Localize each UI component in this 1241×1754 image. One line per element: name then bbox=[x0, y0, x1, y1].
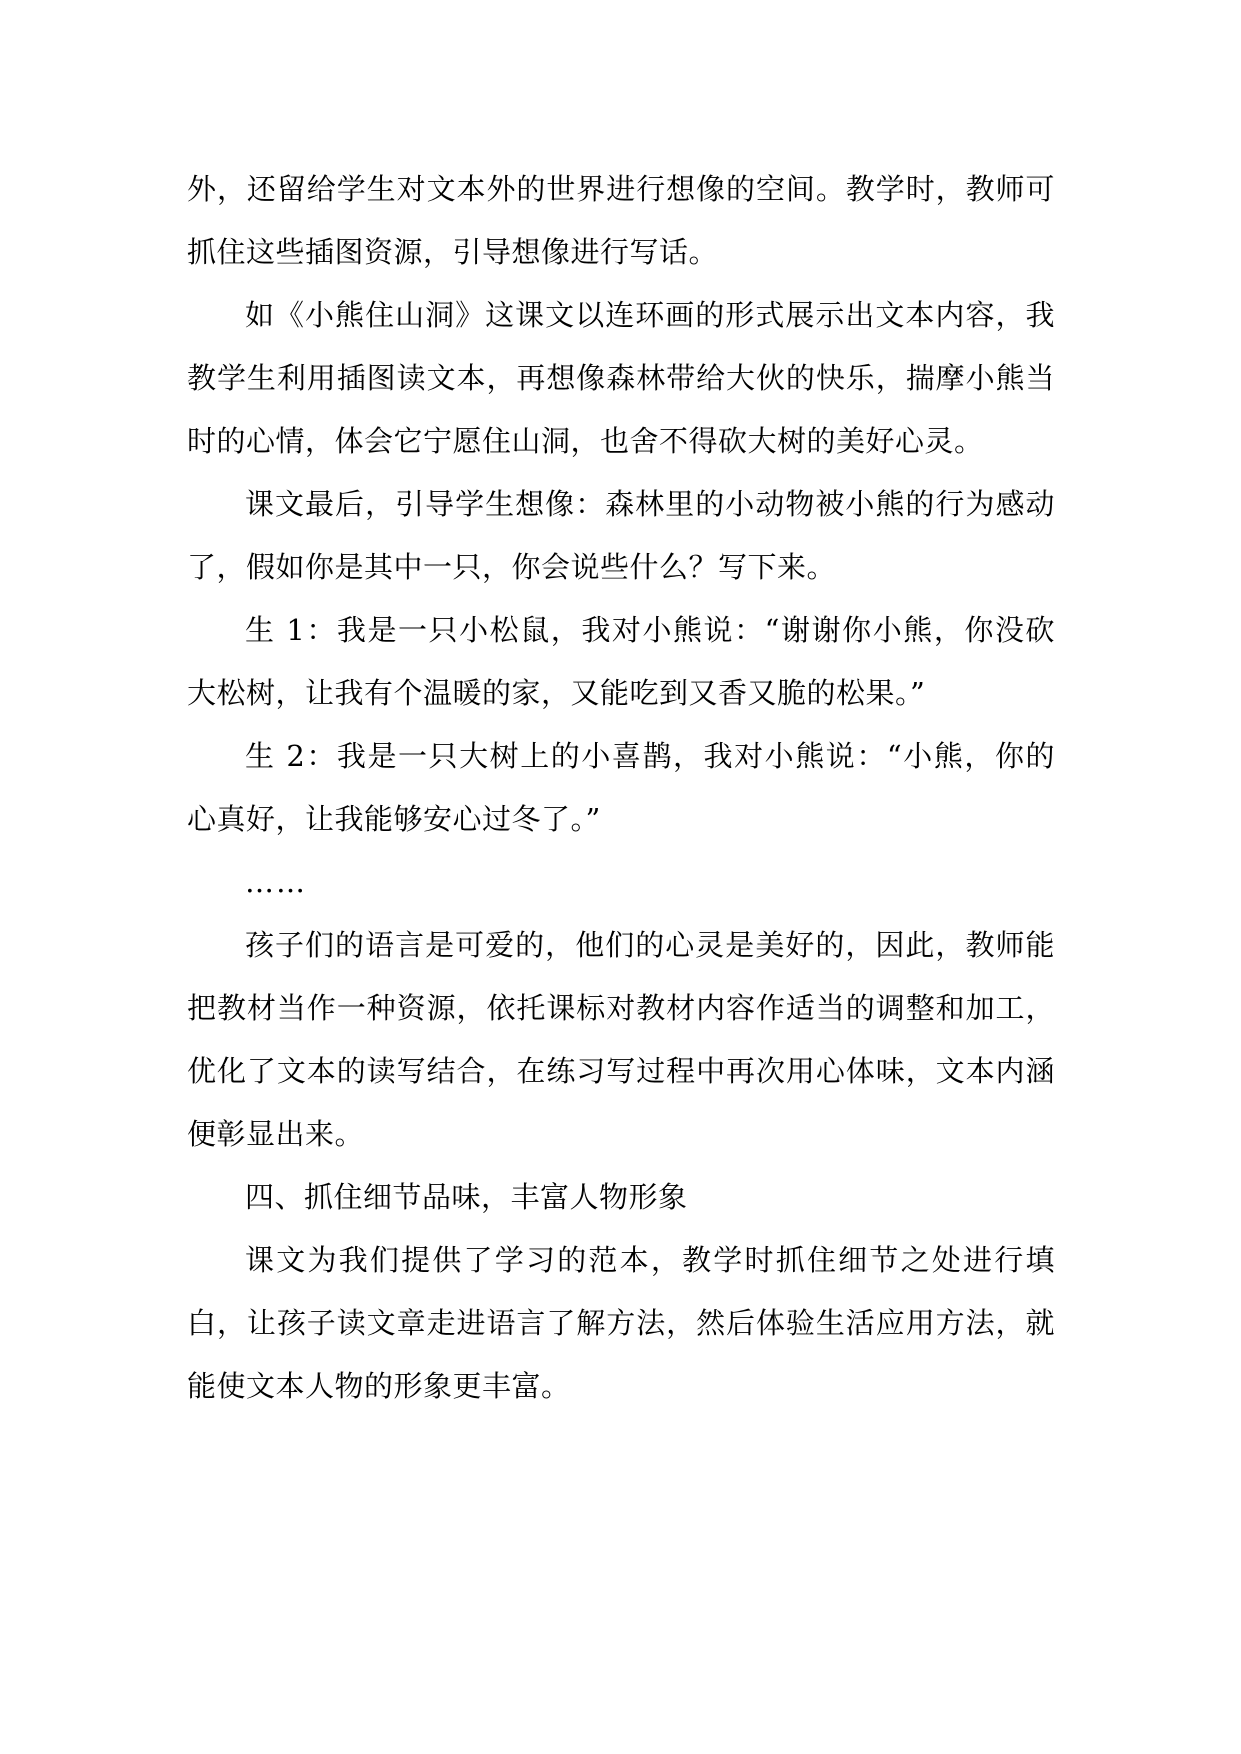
paragraph-ellipsis: …… bbox=[245, 865, 307, 899]
paragraph-xiaoxiong-example: 如《小熊住山洞》这课文以连环画的形式展示出文本内容，我教学生利用插图读文本，再想像森林带给大伙的快乐，揣摩小熊当时的心情，体会它宁愿住山洞，也舍不得砍大树的美好心灵。 bbox=[187, 298, 1055, 458]
paragraph-guide-imagination: 课文最后，引导学生想像：森林里的小动物被小熊的行为感动了，假如你是其中一只，你会说些什么？写下来。 bbox=[187, 487, 1055, 584]
paragraph-continuation: 外，还留给学生对文本外的世界进行想像的空间。教学时，教师可抓住这些插图资源，引导想像进行写话。 bbox=[187, 172, 1055, 269]
paragraph-student-1: 生 1：我是一只小松鼠，我对小熊说：“谢谢你小熊，你没砍大松树，让我有个温暖的家，又能吃到又香又脆的松果。” bbox=[187, 613, 1055, 710]
section-heading: 四、抓住细节品味，丰富人物形象 bbox=[245, 1180, 688, 1214]
paragraph-student-2: 生 2：我是一只大树上的小喜鹊，我对小熊说：“小熊，你的心真好，让我能够安心过冬了。” bbox=[187, 739, 1055, 836]
document-body bbox=[187, 158, 1055, 1418]
paragraph-summary: 孩子们的语言是可爱的，他们的心灵是美好的，因此，教师能把教材当作一种资源，依托课标对教材内容作适当的调整和加工，优化了文本的读写结合，在练习写过程中再次用心体味，文本内涵便彰显出来。 bbox=[187, 928, 1055, 1151]
paragraph-section-four: 课文为我们提供了学习的范本，教学时抓住细节之处进行填白，让孩子读文章走进语言了解方法，然后体验生活应用方法，就能使文本人物的形象更丰富。 bbox=[187, 1243, 1055, 1403]
